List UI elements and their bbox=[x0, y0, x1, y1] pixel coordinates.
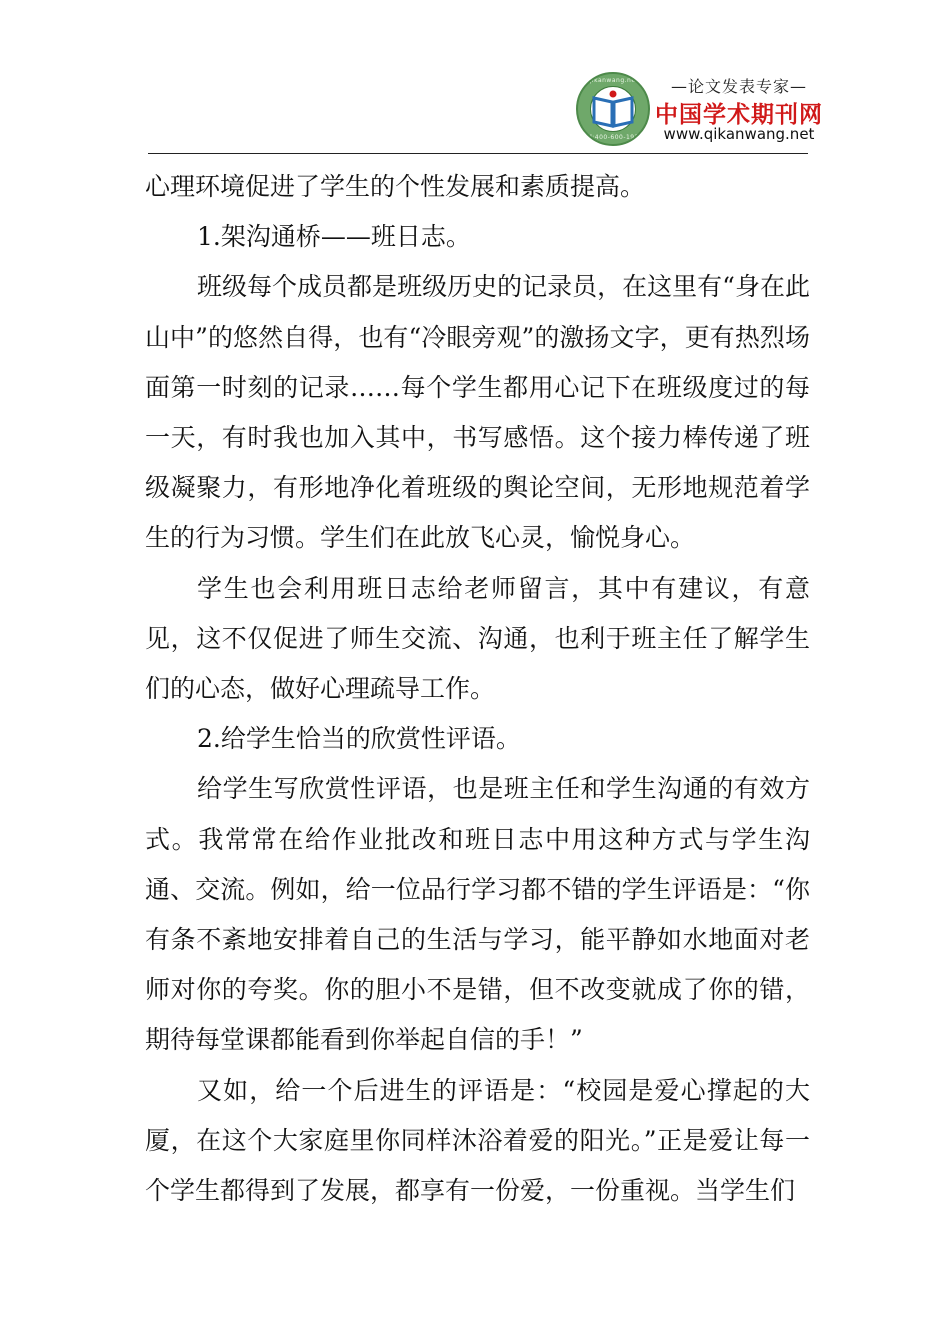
section-heading-1: 1.架沟通桥——班日志。 bbox=[197, 222, 471, 252]
brand-name: 中国学术期刊网 bbox=[655, 102, 823, 128]
paragraph: 学生也会利用班日志给老师留言，其中有建议，有意见，这不仅促进了师生交流、沟通，也利于班主任了解学生们的心态，做好心理疏导工作。 bbox=[145, 573, 810, 704]
brand-url: www.qikanwang.net bbox=[663, 125, 815, 143]
paragraph: 又如，给一个后进生的评语是：“校园是爱心撑起的大厦，在这个大家庭里你同样沐浴着爱的阳光。”正是爱让每一个学生都得到了发展，都享有一份爱，一份重视。当学生们 bbox=[145, 1075, 810, 1206]
open-book-icon bbox=[588, 86, 638, 132]
paragraph: 给学生写欣赏性评语，也是班主任和学生沟通的有效方式。我常常在给作业批改和班日志中用这种方式与学生沟通、交流。例如，给一位品行学习都不错的学生评语是：“你有条不紊地安排着自己的生活与学习，能平静如水地面对老师对你的夸奖。你的胆小不是错，但不改变就成了你的错，期待每堂课都能看到你举起自信的手！” bbox=[145, 774, 810, 1055]
logo-ring-text-bottom: Tel:400-600-1922 bbox=[582, 134, 644, 141]
header-divider bbox=[148, 153, 808, 154]
qikanwang-logo-seal bbox=[576, 72, 650, 146]
document-body bbox=[145, 162, 810, 1216]
paragraph-continuation: 心理环境促进了学生的个性发展和素质提高。 bbox=[145, 172, 646, 201]
section-heading-2: 2.给学生恰当的欣赏性评语。 bbox=[197, 724, 521, 754]
page-header bbox=[0, 0, 950, 150]
paragraph: 班级每个成员都是班级历史的记录员，在这里有“身在此山中”的悠然自得，也有“冷眼旁观”的激扬文字，更有热烈场面第一时刻的记录……每个学生都用心记下在班级度过的每一天，有时我也加入其中，书写感悟。这个接力棒传递了班级凝聚力，有形地净化着班级的舆论空间，无形地规范着学生的行为习惯。学生们在此放飞心灵，愉悦身心。 bbox=[145, 272, 810, 553]
logo-ring-text-top: qikanwang.net bbox=[587, 77, 639, 84]
brand-slogan: —论文发表专家— bbox=[670, 77, 807, 96]
